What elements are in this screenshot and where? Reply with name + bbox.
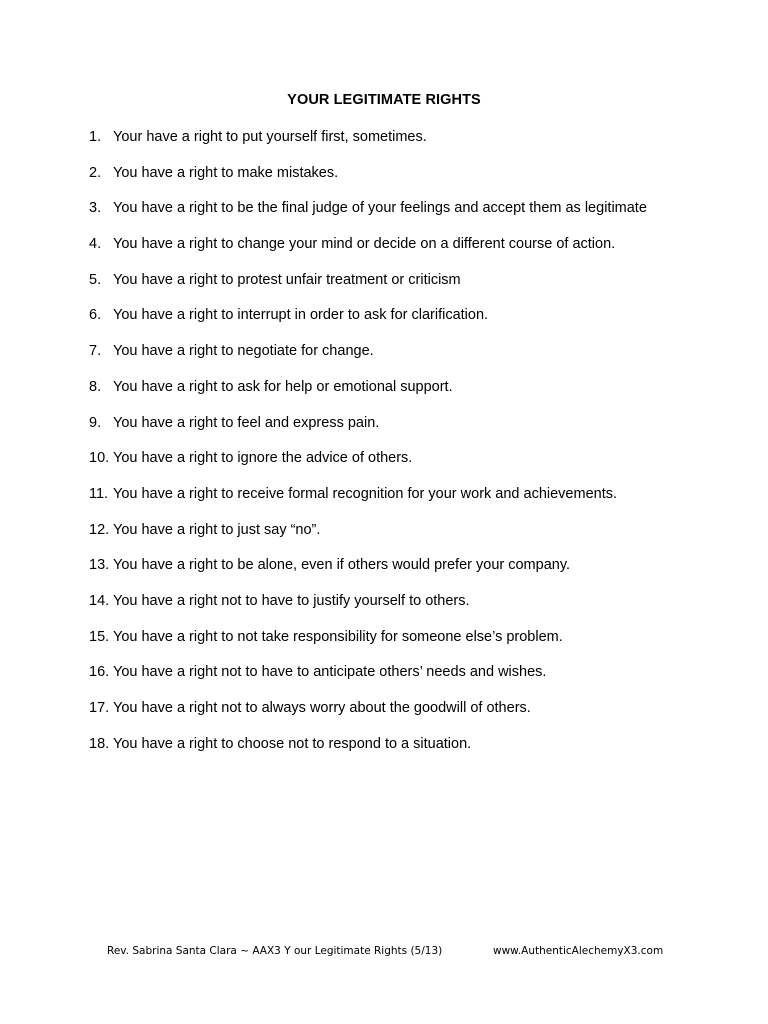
list-item xyxy=(89,377,749,413)
item-number: 16. xyxy=(89,664,110,681)
item-number: 12. xyxy=(89,521,110,538)
list-item xyxy=(89,198,749,234)
item-text: You have a right to choose not to respond to a situation. xyxy=(113,735,472,752)
list-item xyxy=(89,341,749,377)
item-text: You have a right to just say “no”. xyxy=(113,521,321,538)
item-number: 8. xyxy=(89,378,102,395)
item-number: 4. xyxy=(89,236,102,253)
item-text: You have a right to feel and express pain. xyxy=(113,414,380,431)
item-number: 3. xyxy=(89,200,102,217)
item-text: You have a right not to always worry about the goodwill of others. xyxy=(113,700,531,716)
rights-list xyxy=(89,127,749,769)
list-item xyxy=(89,234,749,270)
item-number: 6. xyxy=(89,307,102,324)
item-text: You have a right not to have to justify yourself to others. xyxy=(113,592,470,609)
list-item xyxy=(89,163,749,199)
list-item xyxy=(89,127,749,163)
item-number: 18. xyxy=(89,735,110,752)
item-text: You have a right to interrupt in order to ask for clarification. xyxy=(113,307,489,324)
list-item xyxy=(89,413,749,449)
item-text: You have a right to protest unfair treatment or criticism xyxy=(113,271,461,288)
item-number: 2. xyxy=(89,164,102,181)
list-item xyxy=(89,448,749,484)
item-text: You have a right to make mistakes. xyxy=(113,164,339,181)
list-item xyxy=(89,305,749,341)
item-number: 1. xyxy=(89,129,102,145)
list-item xyxy=(89,734,749,770)
item-number: 5. xyxy=(89,271,102,288)
list-item xyxy=(89,520,749,556)
list-item xyxy=(89,698,749,734)
item-number: 17. xyxy=(89,700,110,716)
list-item xyxy=(89,627,749,663)
list-item xyxy=(89,484,749,520)
item-number: 15. xyxy=(89,628,110,645)
list-item xyxy=(89,270,749,306)
item-number: 10. xyxy=(89,450,110,467)
item-text: Your have a right to put yourself first, sometimes. xyxy=(113,129,427,145)
item-text: You have a right not to have to anticipate others’ needs and wishes. xyxy=(113,664,547,681)
item-number: 9. xyxy=(89,414,102,431)
item-text: You have a right to not take responsibility for someone else’s problem. xyxy=(113,628,563,645)
item-text: You have a right to negotiate for change. xyxy=(113,343,374,360)
list-item xyxy=(89,555,749,591)
item-number: 13. xyxy=(89,557,110,574)
page-title: YOUR LEGITIMATE RIGHTS xyxy=(287,92,481,108)
footer-website-link[interactable]: www.AuthenticAlechemyX3.com xyxy=(493,945,664,957)
item-number: 14. xyxy=(89,592,110,609)
item-text: You have a right to ignore the advice of others. xyxy=(113,450,413,467)
item-text: You have a right to receive formal recognition for your work and achievements. xyxy=(113,485,618,502)
footer-author-title: Rev. Sabrina Santa Clara ~ AAX3 Y our Legitimate Rights (5/13) xyxy=(107,945,443,957)
list-item xyxy=(89,662,749,698)
item-text: You have a right to change your mind or decide on a different course of action. xyxy=(113,236,616,253)
list-item xyxy=(89,591,749,627)
item-text: You have a right to be alone, even if others would prefer your company. xyxy=(113,557,571,574)
item-number: 7. xyxy=(89,343,102,360)
item-text: You have a right to ask for help or emotional support. xyxy=(113,378,453,395)
item-number: 11. xyxy=(89,485,109,502)
item-text: You have a right to be the final judge of your feelings and accept them as legitimate xyxy=(113,200,647,217)
